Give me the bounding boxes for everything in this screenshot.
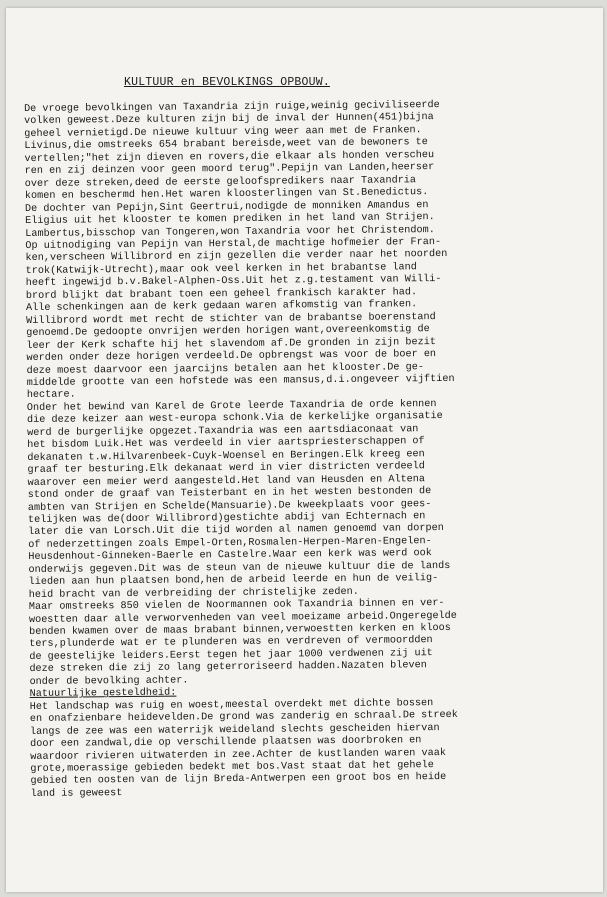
culture-text-line: dekanaten t.w.Hilvarenbeek-Cuyk-Woensel en Beringen.Elk kreeg een bbox=[27, 448, 425, 464]
culture-text-line: geheel vernietigd.De nieuwe kultuur ving weer aan met de Franken. bbox=[24, 125, 422, 140]
culture-text-line: graaf ter besturing.Elk dekanaat werd in vier districten verdeeld bbox=[27, 461, 425, 477]
culture-text-line: onderwijs gegeven.Dit was de steun van de nieuwe kultuur die de lands bbox=[28, 560, 451, 576]
culture-text-line: Eligius uit het klooster te komen prediken in het land van Strijen. bbox=[25, 212, 435, 228]
paragraph-natural-condition bbox=[30, 696, 603, 801]
culture-text-line: Heusdenhout-Ginneken-Baerle en Castelre.Waar een kerk was werd ook bbox=[28, 548, 432, 564]
culture-text-line: hectare. bbox=[26, 389, 76, 402]
culture-text-line: Maar omstreeks 850 vielen de Noormannen ook Taxandria binnen en ver- bbox=[28, 598, 445, 614]
culture-text-line: woestten daar alle verworvenheden van veel moeizame arbeid.Ongeregelde bbox=[28, 610, 457, 626]
nature-text-line: gebied ten oosten van de lijn Breda-Antwerpen een groot bos en heide bbox=[30, 772, 447, 788]
culture-text-line: genoemd.De gedoopte onvrijen werden horigen want,overeenkomstig de bbox=[26, 324, 430, 340]
culture-text-line: ken,verscheen Willibrord en zijn gezellen die verder naar het noorden bbox=[25, 249, 448, 265]
culture-text-line: trok(Katwijk-Utrecht),maar ook veel kerken in het brabantse land bbox=[25, 262, 417, 277]
section-heading-natural-condition: Natuurlijke gesteldheid: bbox=[29, 687, 177, 701]
culture-text-line: later die van Lorsch.Uit die tijd worden al namen genoemd van dorpen bbox=[28, 523, 444, 539]
culture-text-line: heeft ingewijd b.v.Bakel-Alphen-Oss.Uit het z.g.testament van Willi- bbox=[25, 274, 442, 290]
nature-text-line: Het landschap was ruig en woest,meestal overdekt met dichte bossen bbox=[29, 697, 434, 713]
culture-text-line: die deze keizer aan west-europa schonk.Via de kerkelijke organisatie bbox=[26, 411, 443, 427]
nature-text-line: waardoor rivieren uitwaterden in zee.Achter de kustlanden waren vaak bbox=[30, 747, 447, 763]
culture-text-line: lieden aan hun plaatsen bond,hen de arbeid leerde en hun de veilig- bbox=[28, 573, 439, 589]
culture-text-line: of nederzettingen zoals Empel-Orten,Rosmalen-Herpen-Maren-Engelen- bbox=[28, 535, 432, 551]
culture-text-line: volken geweest.Deze kulturen zijn bij de inval der Hunnen(451)bijna bbox=[24, 112, 434, 128]
culture-text-line: brord blijkt dat brabant toen een geheel frankisch karakter had. bbox=[25, 287, 418, 302]
culture-text-line: benden kwamen over de maas brabant binnen,verwoestten kerken en kloos bbox=[29, 622, 451, 639]
culture-text-line: heid bracht van de verbreiding der christelijke zeden. bbox=[28, 586, 359, 601]
culture-text-line: komen en beschermd hen.Het waren kloosterlingen van St.Benedictus. bbox=[24, 187, 429, 203]
culture-text-line: Alle schenkingen aan de kerk gedaan waren afkomstig van franken. bbox=[25, 299, 418, 315]
culture-text-line: onder de bevolking achter. bbox=[29, 675, 189, 688]
culture-text-line: De dochter van Pepijn,Sint Geertrui,nodigde de monniken Amandus en bbox=[24, 199, 429, 215]
page-title: KULTUUR en BEVOLKINGS OPBOUW. bbox=[124, 76, 330, 89]
typewritten-page bbox=[6, 8, 603, 892]
culture-text-line: middelde grootte van een hofstede was een mansus,d.i.ongeveer vijftien bbox=[26, 373, 455, 389]
document-body bbox=[24, 99, 603, 802]
culture-text-line: ters,plunderde wat er te plunderen was en verdreven of vermoordden bbox=[29, 635, 433, 651]
culture-text-line: over deze streken,deed de eerste geloofspredikers naar Taxandria bbox=[24, 174, 417, 190]
nature-text-line: land is geweest bbox=[30, 788, 123, 800]
culture-text-line: werd de burgerlijke opgezet.Taxandria was een aartsdiaconaat van bbox=[27, 424, 419, 439]
culture-text-line: ren en zij deinzen voor geen moord terug".Pepijn van Landen,heerser bbox=[24, 162, 435, 178]
culture-text-line: werden onder deze horigen verdeeld.De opbrengst was voor de boer en bbox=[26, 349, 437, 365]
culture-text-line: deze streken die zij zo lang geterroriseerd hadden.Nazaten bleven bbox=[29, 660, 427, 676]
culture-text-line: De vroege bevolkingen van Taxandria zijn ruige,weinig geciviliseerde bbox=[24, 100, 440, 115]
nature-text-line: grote,moerassige gebieden bedekt met bos.Vast staat dat het gehele bbox=[30, 760, 434, 775]
culture-text-line: telijken was de(door Willibrord)gestichte abdij van Echternach en bbox=[27, 511, 426, 526]
culture-text-line: ambten van Strijen en Schelde(Mansuarie).De kweekplaats voor gees- bbox=[27, 498, 432, 514]
nature-text-line: door een zandwal,die op verschillende plaatsen was doorbroken en bbox=[30, 735, 422, 751]
culture-text-line: stond onder de graaf van Teisterbant en in het westen bestonden de bbox=[27, 486, 432, 502]
culture-text-line: de geestelijke leiders.Eerst tegen het jaar 1000 verdwenen zij uit bbox=[29, 648, 433, 663]
culture-text-line: Willibrord wordt met recht de stichter van de brabantse boerenstand bbox=[26, 311, 436, 327]
culture-text-line: Lambertus,bisschop van Tongeren,won Taxandria voor het Christendom. bbox=[25, 224, 435, 240]
culture-text-line: deze moest daarvoor een jaarcijns betalen aan het klooster.De ge- bbox=[26, 361, 424, 377]
culture-text-line: het bisdom Luik.Het was verdeeld in vier aartspriesterschappen of bbox=[27, 436, 425, 452]
culture-text-line: Livinus,die omstreeks 654 brabant bereisde,weet van de bewoners te bbox=[24, 137, 428, 153]
nature-text-line: en onafzienbare heidevelden.De grond was zanderig en schraal.De streek bbox=[29, 710, 458, 726]
culture-text-line: Op uitnodiging van Pepijn van Herstal,de machtige hofmeier der Fran- bbox=[25, 236, 442, 252]
nature-text-line: langs de zee was een waterrijk weideland slechts gescheiden hiervan bbox=[29, 722, 440, 738]
culture-text-line: Onder het bewind van Karel de Grote leerde Taxandria de orde kennen bbox=[26, 398, 437, 414]
culture-text-line: leer der Kerk schafte hij het slavendom af.De gronden in zijn bezit bbox=[26, 336, 436, 352]
culture-text-line: vertellen;"het zijn dieven en rovers,die elkaar als honden verscheu bbox=[24, 149, 435, 165]
paragraph-culture bbox=[24, 99, 602, 690]
culture-text-line: waarover een meier werd aangesteld.Het land van Heusden en Altena bbox=[27, 473, 426, 489]
